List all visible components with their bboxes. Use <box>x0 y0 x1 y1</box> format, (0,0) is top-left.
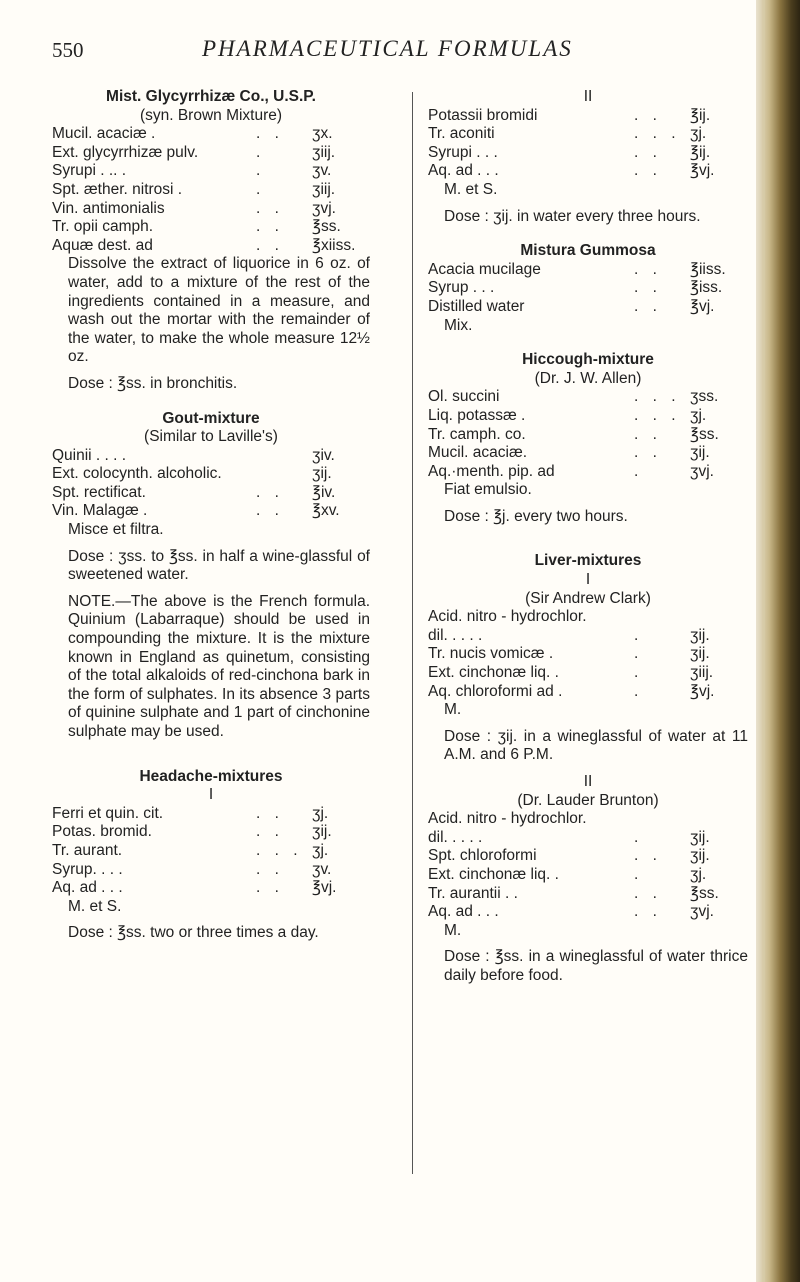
leader-dots: . <box>634 645 644 663</box>
ingredient-row <box>52 162 370 181</box>
recipe-title: Mist. Glycyrrhizæ Co., U.S.P. <box>106 88 316 105</box>
recipe-dose: Dose : ℥ss. two or three times a day. <box>68 924 319 942</box>
ingredient-row <box>52 237 370 256</box>
ingredient-row <box>428 903 748 922</box>
ingredient-row <box>428 627 748 646</box>
recipe-subtitle: (Dr. J. W. Allen) <box>534 369 642 387</box>
ingredient-quantity: ℥xv. <box>312 502 340 520</box>
ingredient-row <box>428 683 748 702</box>
leader-dots: . <box>634 626 644 644</box>
leader-dots <box>634 810 690 829</box>
leader-dots: . . <box>634 106 662 124</box>
recipe-misce: M. <box>444 701 462 719</box>
ingredient-name: Potas. bromid. <box>52 823 152 841</box>
ingredient-list <box>52 125 370 255</box>
recipe-misce: Mix. <box>444 316 473 334</box>
ingredient-row <box>428 388 748 407</box>
ingredient-row <box>428 608 748 627</box>
leader-dots: . . <box>634 279 662 297</box>
recipe-dose: Dose : ℥ss. in a wineglassful of water thrice daily before food. <box>444 948 748 984</box>
leader-dots: . <box>634 828 644 846</box>
ingredient-quantity: ℥ss. <box>690 884 719 902</box>
left-column <box>52 88 370 943</box>
ingredient-quantity: ʒij. <box>690 828 710 846</box>
recipe-dose: Dose : ʒij. in a wineglassful of water at 11 A.M. and 6 P.M. <box>444 727 748 764</box>
ingredient-row <box>428 664 748 683</box>
leader-dots: . <box>634 462 644 480</box>
ingredient-name: Tr. aurant. <box>52 841 123 859</box>
ingredient-quantity: ʒij. <box>312 823 332 841</box>
ingredient-row <box>52 144 370 163</box>
ingredient-name: Aquæ dest. ad <box>52 236 153 254</box>
leader-dots: . . <box>634 297 662 315</box>
leader-dots: . <box>634 664 644 682</box>
ingredient-row <box>428 144 748 163</box>
ingredient-quantity: ℥xiiss. <box>312 236 356 254</box>
ingredient-name: Quinii . . . . <box>52 446 127 464</box>
ingredient-name: Mucil. acaciæ . <box>52 125 156 143</box>
ingredient-row <box>428 463 748 482</box>
leader-dots: . . <box>256 483 284 501</box>
ingredient-row <box>428 829 748 848</box>
ingredient-quantity: ʒij. <box>690 626 710 644</box>
recipe-title: Gout-mixture <box>162 409 260 427</box>
ingredient-row <box>52 218 370 237</box>
ingredient-quantity: ʒij. <box>690 444 710 462</box>
recipe-subtitle: (syn. Brown Mixture) <box>139 106 283 124</box>
ingredient-quantity: ʒj. <box>312 841 329 859</box>
ingredient-row <box>428 125 748 144</box>
leader-dots: . . . <box>634 406 681 424</box>
ingredient-quantity: ʒv. <box>312 162 332 180</box>
recipe-misce: M. et S. <box>444 180 498 198</box>
recipe-subtitle: (Dr. Lauder Brunton) <box>517 791 659 809</box>
ingredient-row <box>52 823 370 842</box>
ingredient-row <box>52 502 370 521</box>
ingredient-quantity: ℥vj. <box>690 682 715 700</box>
ingredient-name: Ext. colocynth. alcoholic. <box>52 465 222 483</box>
ingredient-row <box>428 866 748 885</box>
leader-dots: . <box>634 865 644 883</box>
ingredient-quantity: ʒj. <box>690 125 707 143</box>
recipe-misce: M. <box>444 921 462 939</box>
recipe-title: Hiccough-mixture <box>522 351 654 369</box>
ingredient-row <box>52 181 370 200</box>
leader-dots: . . <box>256 199 284 217</box>
ingredient-name: dil. . . . . <box>428 828 483 846</box>
ingredient-name: Distilled water <box>428 297 525 315</box>
ingredient-quantity: ʒj. <box>690 406 707 424</box>
ingredient-row <box>52 200 370 219</box>
ingredient-name: Mucil. acaciæ. <box>428 444 528 462</box>
ingredient-quantity: ℥ss. <box>312 218 341 236</box>
ingredient-row <box>428 407 748 426</box>
ingredient-name: Acid. nitro - hydrochlor. <box>428 608 587 626</box>
ingredient-quantity: ʒvj. <box>690 903 714 921</box>
ingredient-quantity: ʒiij. <box>312 180 336 198</box>
ingredient-name: Ext. glycyrrhizæ pulv. <box>52 143 199 161</box>
leader-dots: . . <box>634 903 662 921</box>
ingredient-name: Acid. nitro - hydrochlor. <box>428 810 587 828</box>
recipe-number: I <box>208 786 214 804</box>
ingredient-quantity: ℥ij. <box>690 143 711 161</box>
ingredient-quantity: ʒvj. <box>690 462 714 480</box>
ingredient-quantity <box>690 810 748 829</box>
ingredient-list <box>428 388 748 481</box>
ingredient-quantity: ʒj. <box>690 865 707 883</box>
ingredient-quantity: ℥iss. <box>690 279 723 297</box>
ingredient-row <box>428 847 748 866</box>
ingredient-quantity: ℥ss. <box>690 425 719 443</box>
ingredient-list <box>428 107 748 181</box>
ingredient-name: Syrupi . . . <box>428 143 498 161</box>
ingredient-quantity: ℥ij. <box>690 106 711 124</box>
ingredient-quantity <box>690 608 748 627</box>
ingredient-name: Spt. rectificat. <box>52 483 146 501</box>
ingredient-list <box>428 608 748 701</box>
ingredient-name: Syrup . . . <box>428 279 495 297</box>
page-number: 550 <box>52 38 84 62</box>
recipe-headache-2 <box>428 88 748 226</box>
leader-dots: . . <box>256 804 284 822</box>
recipe-dose: Dose : ʒij. in water every three hours. <box>444 207 701 225</box>
recipe-dose: Dose : ℥j. every two hours. <box>444 507 628 525</box>
ingredient-quantity: ʒj. <box>312 804 329 822</box>
ingredient-row <box>428 261 748 280</box>
ingredient-name: Ferri et quin. cit. <box>52 804 164 822</box>
leader-dots: . <box>256 162 266 180</box>
leader-dots: . . <box>256 236 284 254</box>
leader-dots: . . <box>634 260 662 278</box>
ingredient-row <box>428 810 748 829</box>
recipe-note: NOTE.—The above is the French formula. Quinium (Labarraque) should be used in compounding the mixture. It is the mixture known in England as quinetum, consisting of the total alkaloids of red-cinchona bark in the form of sulphates. In its absence 3 parts of quinine sulphate and 1 part of cinchonine sulphate may be used. <box>68 592 370 740</box>
recipe-subtitle: (Sir Andrew Clark) <box>525 589 651 607</box>
ingredient-quantity: ʒiv. <box>312 446 335 464</box>
ingredient-quantity: ʒv. <box>312 860 332 878</box>
recipe-dose: Dose : ʒss. to ℥ss. in half a wine-glassful of sweetened water. <box>68 547 370 584</box>
leader-dots: . . <box>634 847 662 865</box>
ingredient-row <box>428 885 748 904</box>
recipe-misce: Fiat emulsio. <box>444 481 532 499</box>
ingredient-quantity: ʒij. <box>690 847 710 865</box>
recipe-dose: Dose : ℥ss. in bronchitis. <box>68 374 238 392</box>
ingredient-name: Ext. cinchonæ liq. . <box>428 664 559 682</box>
ingredient-name: Tr. aconiti <box>428 125 495 143</box>
ingredient-quantity: ℥vj. <box>690 162 715 180</box>
ingredient-quantity: ℥vj. <box>312 879 337 897</box>
recipe-gummosa <box>428 242 748 335</box>
ingredient-name: Syrup. . . . <box>52 860 123 878</box>
ingredient-row <box>428 444 748 463</box>
ingredient-row <box>52 842 370 861</box>
ingredient-quantity: ʒvj. <box>312 199 336 217</box>
ingredient-quantity: ʒij. <box>312 465 332 483</box>
leader-dots: . . <box>256 860 284 878</box>
ingredient-quantity: ʒiij. <box>690 664 714 682</box>
leader-dots: . . . <box>256 841 303 859</box>
ingredient-quantity: ʒij. <box>690 645 710 663</box>
leader-dots: . . <box>256 879 284 897</box>
ingredient-name: Tr. aurantii . . <box>428 884 518 902</box>
ingredient-row <box>52 125 370 144</box>
recipe-number: II <box>583 773 593 790</box>
ingredient-row <box>52 805 370 824</box>
ingredient-quantity: ʒss. <box>690 388 719 406</box>
leader-dots <box>256 465 312 484</box>
ingredient-row <box>52 484 370 503</box>
ingredient-name: Spt. chloroformi <box>428 847 537 865</box>
leader-dots: . . <box>634 162 662 180</box>
leader-dots: . . <box>634 444 662 462</box>
ingredient-row <box>52 465 370 484</box>
ingredient-name: Aq.·menth. pip. ad <box>428 462 555 480</box>
book-binding-edge <box>756 0 800 1282</box>
recipe-hiccough <box>428 351 748 526</box>
ingredient-row <box>428 645 748 664</box>
recipe-subtitle: (Similar to Laville's) <box>144 428 278 446</box>
ingredient-name: Potassii bromidi <box>428 106 538 124</box>
leader-dots: . . <box>634 884 662 902</box>
ingredient-row <box>52 861 370 880</box>
recipe-directions: Dissolve the extract of liquorice in 6 oz. of water, add to a mixture of the rest of the ingredients contained in a measure, and wash out the mortar with the remainder of the water, to make the whole measure 12½ oz. <box>68 255 370 366</box>
leader-dots: . . . <box>634 125 681 143</box>
ingredient-quantity: ℥iv. <box>312 483 336 501</box>
ingredient-list <box>428 810 748 922</box>
recipe-number: II <box>583 88 593 105</box>
ingredient-quantity: ʒx. <box>312 125 333 143</box>
ingredient-name: Ol. succini <box>428 388 500 406</box>
ingredient-name: dil. . . . . <box>428 626 483 644</box>
ingredient-list <box>52 447 370 521</box>
ingredient-row <box>428 298 748 317</box>
ingredient-row <box>428 279 748 298</box>
running-header <box>52 36 682 66</box>
ingredient-name: Vin. antimonialis <box>52 199 165 217</box>
recipe-headache <box>52 768 370 943</box>
ingredient-name: Tr. camph. co. <box>428 425 526 443</box>
ingredient-name: Acacia mucilage <box>428 260 541 278</box>
column-divider <box>412 92 413 1174</box>
ingredient-name: Vin. Malagæ . <box>52 502 148 520</box>
recipe-liver <box>428 552 748 985</box>
ingredient-row <box>52 447 370 466</box>
ingredient-row <box>428 426 748 445</box>
ingredient-name: Aq. chloroformi ad . <box>428 682 563 700</box>
ingredient-name: Spt. æther. nitrosi . <box>52 180 183 198</box>
ingredient-name: Tr. nucis vomicæ . <box>428 645 554 663</box>
recipe-gout <box>52 410 370 742</box>
recipe-title: Mistura Gummosa <box>520 242 656 260</box>
ingredient-quantity: ʒiij. <box>312 143 336 161</box>
ingredient-quantity: ℥iiss. <box>690 260 726 278</box>
leader-dots: . <box>256 143 266 161</box>
leader-dots: . . <box>256 823 284 841</box>
recipe-misce: Misce et filtra. <box>68 521 164 539</box>
leader-dots <box>634 608 690 627</box>
leader-dots: . <box>634 682 644 700</box>
ingredient-name: Aq. ad . . . <box>428 162 499 180</box>
recipe-misce: M. et S. <box>68 897 122 915</box>
ingredient-quantity: ℥vj. <box>690 297 715 315</box>
right-column <box>428 88 748 986</box>
recipe-title: Liver-mixtures <box>534 552 642 570</box>
leader-dots: . . <box>634 143 662 161</box>
running-title: PHARMACEUTICAL FORMULAS <box>202 36 573 61</box>
ingredient-name: Aq. ad . . . <box>428 903 499 921</box>
ingredient-name: Ext. cinchonæ liq. . <box>428 865 559 883</box>
ingredient-row <box>428 107 748 126</box>
ingredient-row <box>52 879 370 898</box>
leader-dots: . <box>256 180 266 198</box>
ingredient-name: Syrupi . .. . <box>52 162 127 180</box>
ingredient-name: Tr. opii camph. <box>52 218 154 236</box>
ingredient-row <box>428 162 748 181</box>
leader-dots <box>256 447 312 466</box>
ingredient-list <box>52 805 370 898</box>
ingredient-name: Liq. potassæ . <box>428 406 526 424</box>
recipe-glycyrrhizae <box>52 88 370 394</box>
ingredient-name: Aq. ad . . . <box>52 879 123 897</box>
recipe-title: Headache-mixtures <box>139 767 283 785</box>
leader-dots: . . <box>256 125 284 143</box>
leader-dots: . . . <box>634 388 681 406</box>
recipe-number: I <box>585 571 591 589</box>
leader-dots: . . <box>634 425 662 443</box>
leader-dots: . . <box>256 218 284 236</box>
leader-dots: . . <box>256 502 284 520</box>
ingredient-list <box>428 261 748 317</box>
